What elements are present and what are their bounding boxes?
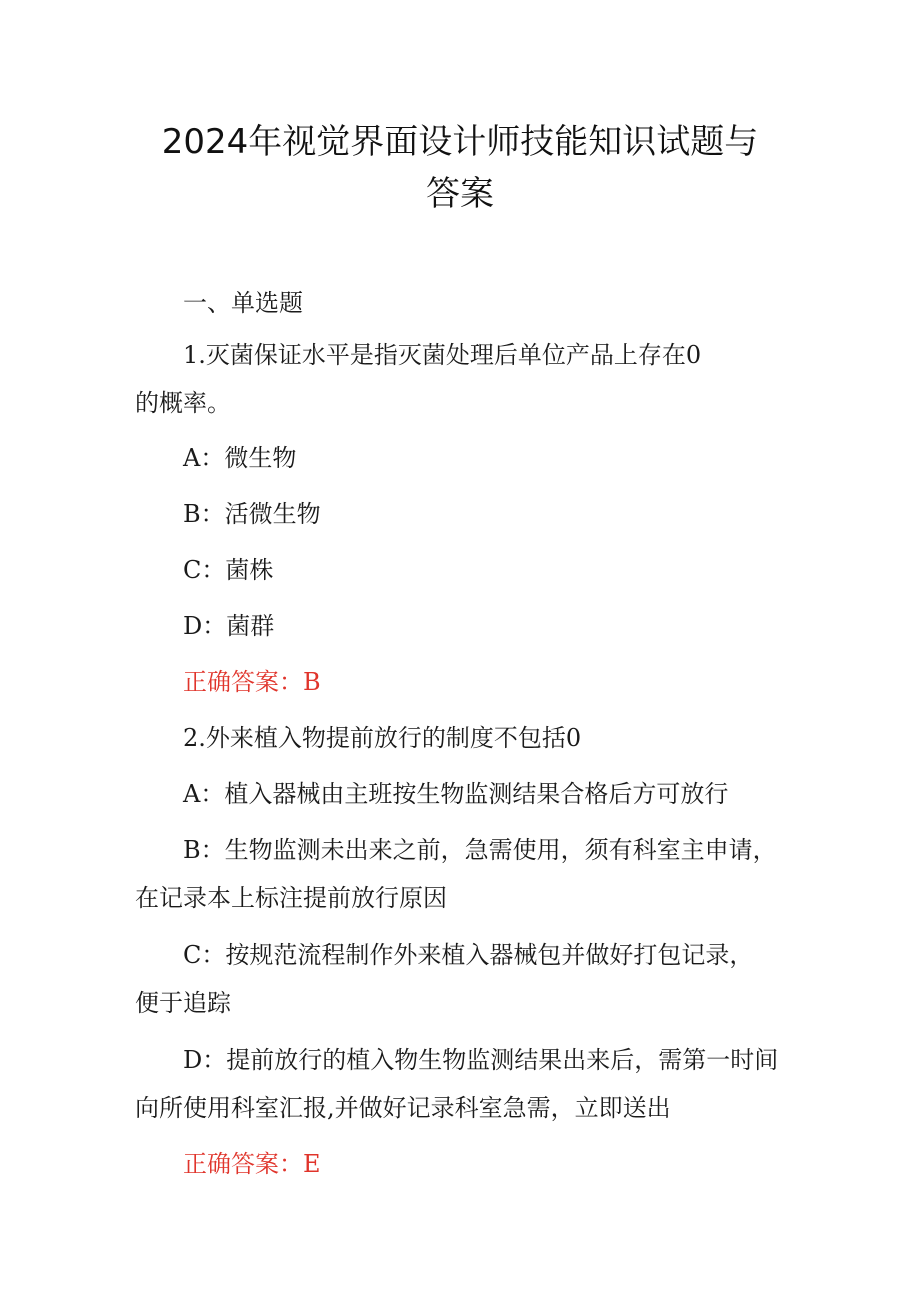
question-1-option-c: C：菌株: [183, 556, 274, 584]
question-1-option-a: A：微生物: [183, 444, 297, 472]
question-2-option-d-line-2: 向所使用科室汇报,并做好记录科室急需，立即送出: [135, 1094, 671, 1122]
question-2-option-b-line-2: 在记录本上标注提前放行原因: [135, 884, 447, 912]
question-2-stem: 2.外来植入物提前放行的制度不包括0: [183, 724, 582, 752]
document-title-line-1: 2024年视觉界面设计师技能知识试题与: [161, 122, 759, 162]
document-title-line-2: 答案: [426, 174, 494, 214]
question-1-stem-line-1: 1.灭菌保证水平是指灭菌处理后单位产品上存在0: [183, 341, 702, 369]
question-2-option-a: A：植入器械由主班按生物监测结果合格后方可放行: [183, 780, 729, 808]
question-2-answer: 正确答案：E: [183, 1150, 321, 1178]
question-1-option-b: B：活微生物: [183, 500, 321, 528]
question-2-option-c-line-1: C：按规范流程制作外来植入器械包并做好打包记录，: [183, 941, 754, 969]
question-2-option-c-line-2: 便于追踪: [135, 989, 231, 1017]
question-1-option-d: D：菌群: [183, 612, 275, 640]
section-heading: 一、单选题: [183, 289, 303, 317]
question-1-stem-line-2: 的概率。: [135, 389, 231, 417]
question-2-option-d-line-1: D：提前放行的植入物生物监测结果出来后，需第一时间: [183, 1046, 779, 1074]
question-1-answer: 正确答案：B: [183, 668, 321, 696]
question-2-option-b-line-1: B：生物监测未出来之前，急需使用，须有科室主申请，: [183, 836, 777, 864]
